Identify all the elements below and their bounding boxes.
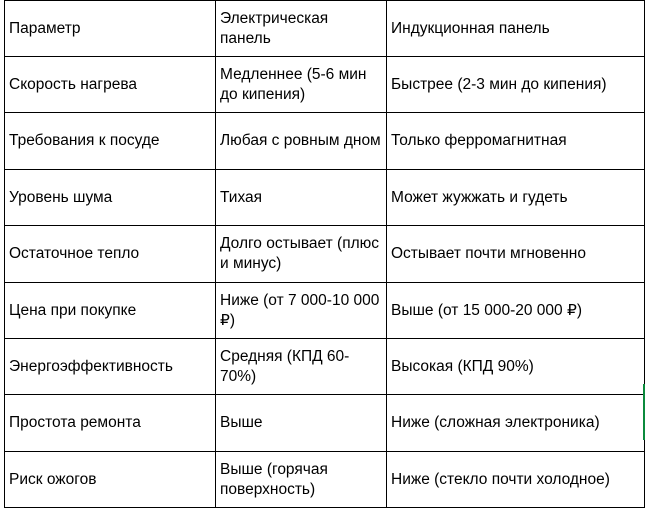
table-cell-induction[interactable]: Ниже (стекло почти холодное): [387, 452, 645, 508]
table-cell-parameter[interactable]: Уровень шума: [5, 170, 216, 226]
table-cell-electric[interactable]: Медленнее (5-6 мин до кипения): [216, 57, 387, 113]
table-cell-electric[interactable]: Выше: [216, 395, 387, 452]
table-cell-parameter[interactable]: Требования к посуде: [5, 113, 216, 170]
header-cell-induction[interactable]: Индукционная панель: [387, 1, 645, 57]
table-cell-induction[interactable]: Быстрее (2-3 мин до кипения): [387, 57, 645, 113]
table-cell-parameter[interactable]: Остаточное тепло: [5, 226, 216, 283]
cell-selection-edge: [643, 384, 645, 440]
table-row: [5, 226, 645, 283]
table-cell-parameter[interactable]: Цена при покупке: [5, 283, 216, 339]
table-row: [5, 113, 645, 170]
header-cell-parameter[interactable]: Параметр: [5, 1, 216, 57]
table-header-row: [5, 1, 645, 57]
table-cell-parameter[interactable]: Простота ремонта: [5, 395, 216, 452]
comparison-table: [4, 0, 645, 508]
table-cell-induction-selected[interactable]: Ниже (сложная электроника): [387, 395, 645, 452]
table-row: [5, 283, 645, 339]
table-cell-induction[interactable]: Только ферромагнитная: [387, 113, 645, 170]
table-row: [5, 57, 645, 113]
table-cell-electric[interactable]: Долго остывает (плюс и минус): [216, 226, 387, 283]
table-row: [5, 339, 645, 395]
table-cell-electric[interactable]: Любая с ровным дном: [216, 113, 387, 170]
table-cell-induction[interactable]: Остывает почти мгновенно: [387, 226, 645, 283]
table-cell-electric[interactable]: Тихая: [216, 170, 387, 226]
table-cell-parameter[interactable]: Риск ожогов: [5, 452, 216, 508]
table-cell-electric[interactable]: Выше (горячая поверхность): [216, 452, 387, 508]
table-cell-parameter[interactable]: Скорость нагрева: [5, 57, 216, 113]
table-cell-induction[interactable]: Может жужжать и гудеть: [387, 170, 645, 226]
table-cell-induction[interactable]: Высокая (КПД 90%): [387, 339, 645, 395]
table-row: [5, 170, 645, 226]
table-cell-electric[interactable]: Средняя (КПД 60-70%): [216, 339, 387, 395]
table-row: [5, 452, 645, 508]
table-cell-induction[interactable]: Выше (от 15 000-20 000 ₽): [387, 283, 645, 339]
table-cell-parameter[interactable]: Энергоэффективность: [5, 339, 216, 395]
header-cell-electric[interactable]: Электрическая панель: [216, 1, 387, 57]
table-row: [5, 395, 645, 452]
table-cell-electric[interactable]: Ниже (от 7 000-10 000 ₽): [216, 283, 387, 339]
